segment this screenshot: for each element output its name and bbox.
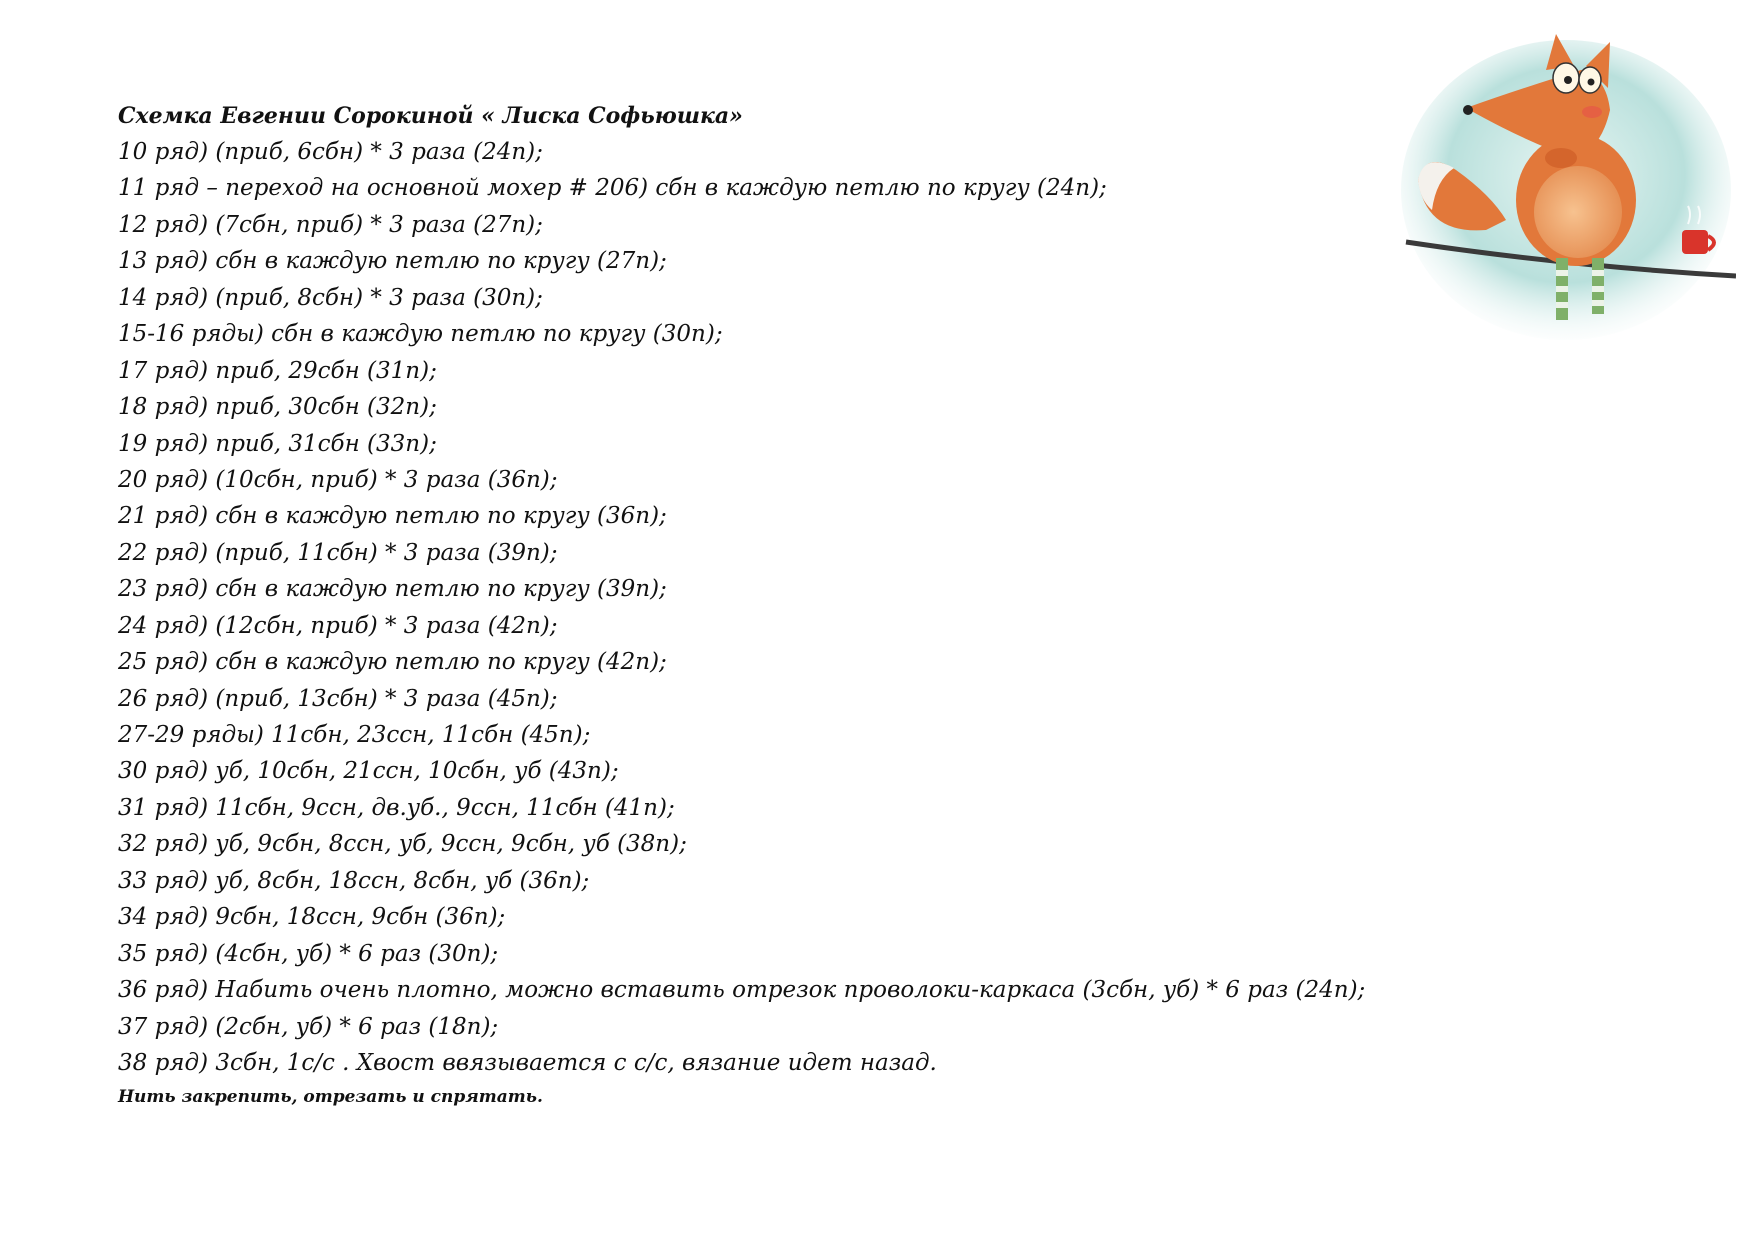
pattern-document [118, 98, 1418, 1111]
pattern-row: 30 ряд) уб, 10сбн, 21ссн, 10сбн, уб (43п); [118, 758, 619, 785]
pattern-row: 26 ряд) (приб, 13сбн) * 3 раза (45п); [118, 685, 558, 712]
fox-cheek [1582, 106, 1602, 118]
pattern-row: 10 ряд) (приб, 6сбн) * 3 раза (24п); [118, 139, 543, 165]
pattern-row: 25 ряд) сбн в каждую петлю по кругу (42п); [118, 649, 667, 676]
fox-nose [1463, 105, 1473, 115]
pattern-row: 23 ряд) сбн в каждую петлю по кругу (39п); [118, 576, 667, 603]
pattern-row: 20 ряд) (10сбн, приб) * 3 раза (36п); [118, 466, 558, 493]
pattern-row: 33 ряд) уб, 8сбн, 18ссн, 8сбн, уб (36п); [118, 867, 590, 894]
pattern-row: 32 ряд) уб, 9сбн, 8ссн, уб, 9ссн, 9сбн, уб (38п); [118, 831, 687, 858]
document-title: Схемка Евгении Сорокиной « Лиска Софьюшка» [118, 103, 743, 129]
pattern-row: 37 ряд) (2сбн, уб) * 6 раз (18п); [118, 1013, 499, 1040]
pattern-row: 19 ряд) приб, 31сбн (33п); [118, 430, 437, 457]
fox-illustration [1396, 30, 1736, 350]
pattern-row: 14 ряд) (приб, 8сбн) * 3 раза (30п); [118, 284, 543, 311]
pattern-row: 27-29 ряды) 11сбн, 23ссн, 11сбн (45п); [118, 722, 591, 748]
pattern-row: 11 ряд – переход на основной мохер # 206) сбн в каждую петлю по кругу (24п); [118, 175, 1107, 202]
pattern-row: 36 ряд) Набить очень плотно, можно вставить отрезок проволоки-каркаса (3сбн, уб) * 6 раз (24п); [118, 977, 1366, 1004]
fox-belly [1534, 166, 1622, 258]
pattern-row: 21 ряд) сбн в каждую петлю по кругу (36п); [118, 503, 667, 530]
pattern-row: 22 ряд) (приб, 11сбн) * 3 раза (39п); [118, 539, 558, 566]
pattern-row: 18 ряд) приб, 30сбн (32п); [118, 394, 437, 421]
finishing-note: Нить закрепить, отрезать и спрятать. [118, 1087, 543, 1108]
fox-paws [1545, 148, 1577, 168]
pattern-row: 17 ряд) приб, 29сбн (31п); [118, 357, 437, 384]
pattern-row-list [118, 134, 1418, 1081]
pattern-row: 13 ряд) сбн в каждую петлю по кругу (27п); [118, 248, 667, 275]
pattern-row: 31 ряд) 11сбн, 9ссн, дв.уб., 9ссн, 11сбн (41п); [118, 794, 675, 821]
pattern-row: 15-16 ряды) сбн в каждую петлю по кругу (30п); [118, 321, 723, 348]
pattern-row: 38 ряд) 3сбн, 1с/с . Хвост ввязывается с с/с, вязание идет назад. [118, 1049, 937, 1076]
pattern-row: 24 ряд) (12сбн, приб) * 3 раза (42п); [118, 612, 558, 639]
pattern-row: 34 ряд) 9сбн, 18ссн, 9сбн (36п); [118, 904, 506, 931]
pattern-row: 12 ряд) (7сбн, приб) * 3 раза (27п); [118, 211, 543, 238]
pattern-row: 35 ряд) (4сбн, уб) * 6 раз (30п); [118, 940, 499, 967]
